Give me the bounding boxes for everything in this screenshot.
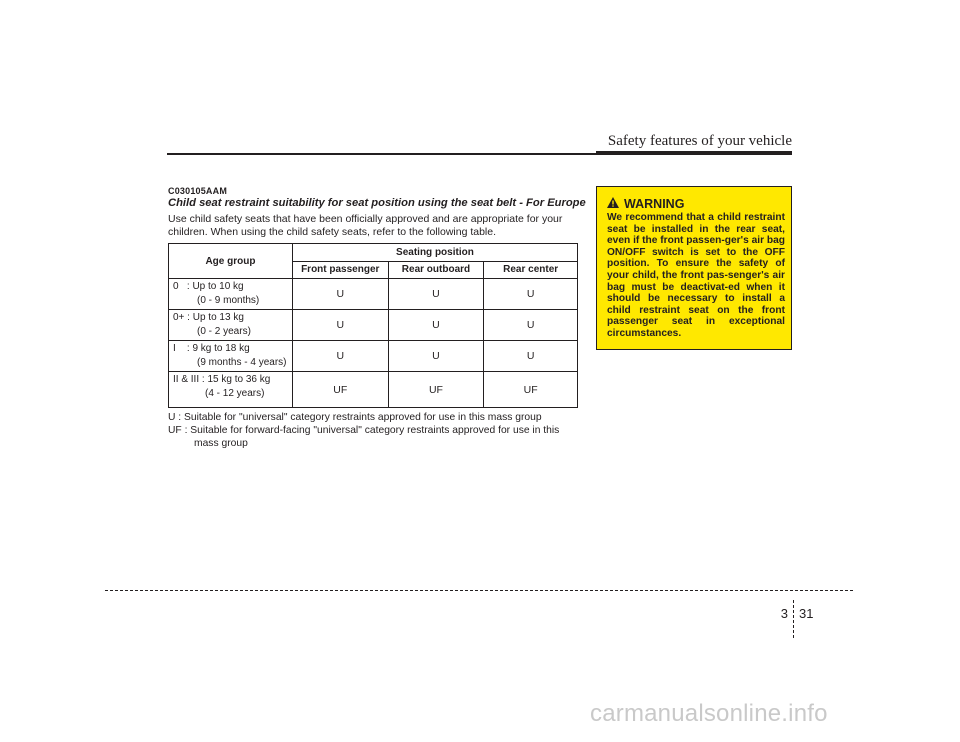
value-cell: U [484, 310, 578, 341]
column-header-rear-outboard: Rear outboard [388, 261, 484, 279]
footer-vertical-divider [793, 600, 794, 638]
age-cell [169, 310, 293, 341]
age-group-header: Age group [169, 244, 293, 279]
chapter-number: 3 [780, 606, 788, 621]
warning-title: WARNING [624, 197, 685, 211]
watermark: carmanualsonline.info [590, 700, 828, 727]
value-cell: UF [388, 372, 484, 408]
table-row [169, 372, 578, 408]
header-title: Safety features of your vehicle [607, 133, 792, 149]
table-notes [168, 411, 578, 450]
value-cell: UF [484, 372, 578, 408]
header-rule-thick [596, 151, 792, 155]
age-weight: 0 : Up to 10 kg [173, 281, 244, 292]
column-header-rear-center: Rear center [484, 261, 578, 279]
section-intro: Use child safety seats that have been officially approved and are appropriate for your children. When using the child safety seats, refer to the following table. [168, 213, 563, 238]
column-header-front-passenger: Front passenger [292, 261, 388, 279]
page-number: 31 [799, 606, 814, 621]
value-cell: U [484, 341, 578, 372]
warning-text: We recommend that a child restraint seat be installed in the rear seat, even if the front passen-ger's air bag ON/OFF switch is set to the OFF position. To ensure the safety of your child, the front pas-senger's air bag must be deactivat-ed when it should be necessary to install a child restraint seat on the front passenger seat in exceptional circumstances. [607, 212, 785, 339]
value-cell: U [388, 279, 484, 310]
suitability-table [168, 243, 578, 408]
section-heading: Child seat restraint suitability for seat position using the seat belt - For Europe [168, 197, 586, 209]
age-cell [169, 341, 293, 372]
age-cell [169, 279, 293, 310]
table-row [169, 279, 578, 310]
value-cell: U [292, 341, 388, 372]
age-weight: I : 9 kg to 18 kg [173, 343, 250, 354]
note-u: U : Suitable for "universal" category restraints approved for use in this mass group [168, 412, 542, 423]
warning-header [607, 195, 684, 213]
age-cell [169, 372, 293, 408]
age-weight: 0+ : Up to 13 kg [173, 312, 244, 323]
value-cell: U [292, 310, 388, 341]
seating-position-header: Seating position [292, 244, 577, 262]
table-row [169, 341, 578, 372]
footer-divider [105, 590, 853, 591]
value-cell: UF [292, 372, 388, 408]
note-uf-continued: mass group [194, 438, 248, 449]
warning-box [596, 186, 792, 350]
value-cell: U [292, 279, 388, 310]
value-cell: U [388, 341, 484, 372]
warning-triangle-icon [607, 195, 619, 213]
age-range: (0 - 9 months) [197, 295, 260, 306]
table-row [169, 310, 578, 341]
value-cell: U [484, 279, 578, 310]
section-code: C030105AAM [168, 186, 228, 196]
note-uf: UF : Suitable for forward-facing "universal" category restraints approved for use in this [168, 425, 560, 436]
value-cell: U [388, 310, 484, 341]
age-range: (0 - 2 years) [197, 326, 251, 337]
age-range: (4 - 12 years) [205, 388, 265, 399]
age-weight: II & III : 15 kg to 36 kg [173, 374, 271, 385]
age-range: (9 months - 4 years) [197, 357, 287, 368]
